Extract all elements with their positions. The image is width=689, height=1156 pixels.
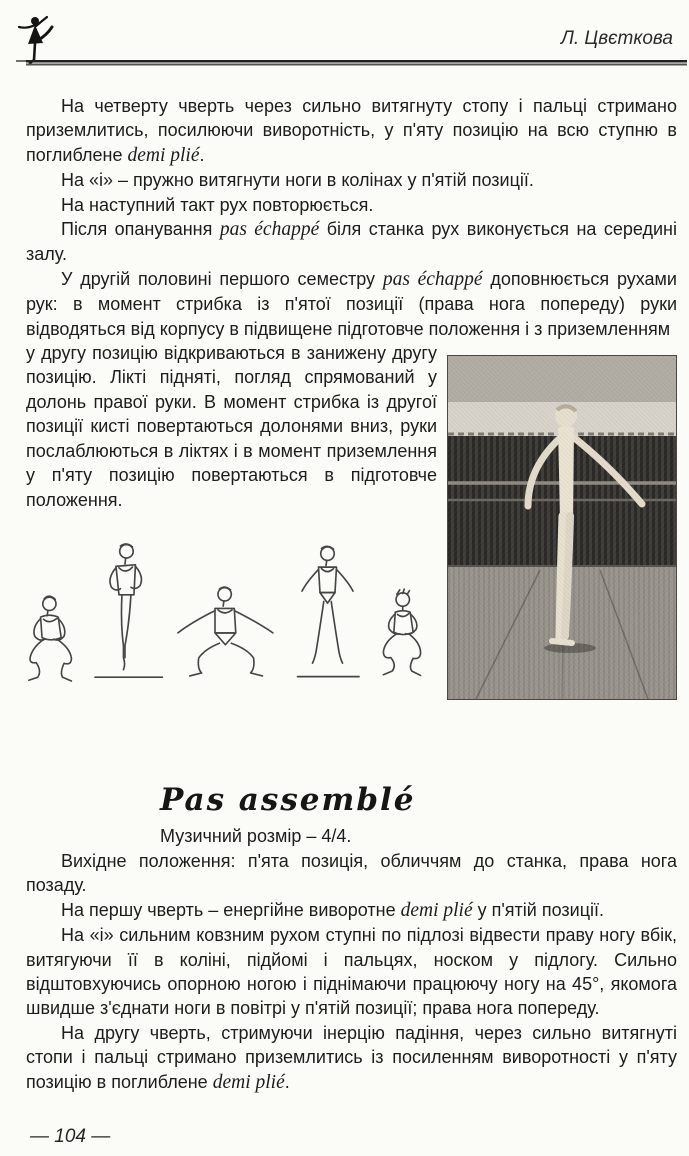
ballet-photo [447, 355, 677, 700]
text-run: біля станка рух виконується на середині залу. [26, 219, 677, 265]
author-name: Л. Цвєткова [560, 28, 673, 49]
text-run: у п'ятій позиції. [472, 899, 605, 920]
term-pas-echappe: pas échappé [382, 268, 483, 290]
paragraph-9 [26, 1021, 677, 1095]
section-title: Pas assemblé [160, 782, 416, 819]
paragraph-5-wrapped: у другу позицію відкриваються в занижену другу позицію. Лікті підняті, погляд спрямований у долонь правої руки. В момент стрибка із другої позиції кисті повертаються долонями вниз, руки послаблюються в ліктях і в момент приземлення у п'яту позицію повертаються в підготовче положення. [26, 343, 437, 510]
paragraph-8: На «і» сильним ковзним рухом ступні по підлозі відвести праву ногу вбік, витягуючи її в коліні, підйомі і пальцях, носком у підлогу. Сильно відштовхуючись опорною ногою і піднімаючи працюючу ногу на 45°, якомога швидше з'єднати ноги в повітрі у п'ятій позиції; права нога попереду. [26, 925, 677, 1019]
page-header [0, 0, 689, 70]
dancer-silhouette [528, 405, 642, 653]
text-run: У другій половині першого семестру [61, 268, 383, 289]
term-demi-plie: demi plié [400, 899, 473, 921]
exercise-sketches [20, 526, 437, 686]
sketch-figure-jump-fifth [86, 538, 168, 686]
header-rule [26, 60, 687, 66]
paragraph-4 [26, 217, 677, 267]
sketch-figure-plie-crouch-1 [20, 590, 86, 686]
page-number: — 104 — [30, 1126, 111, 1147]
paragraph-7 [26, 898, 677, 923]
term-demi-plie: demi plié [127, 144, 200, 166]
sketch-figure-plie-crouch-2 [370, 586, 433, 686]
text-run: . [284, 1071, 290, 1092]
sketch-figure-jump-stretch [284, 542, 370, 686]
sketch-figure-plie-second [169, 582, 284, 686]
paragraph-3: На наступний такт рух повторюється. [61, 194, 374, 215]
photo-scene [448, 356, 676, 699]
page-body [0, 70, 689, 1095]
text-run: Після опанування [61, 219, 220, 240]
term-pas-echappe: pas échappé [219, 219, 320, 241]
paragraph-6: Вихідне положення: п'ята позиція, обличчям до станка, права нога позаду. [26, 850, 677, 896]
text-run: На четверту чверть через сильно витягнуту стопу і пальці стримано приземлитись, посилюючи виворотність, у п'яту позицію на всю ступню в поглиблене [26, 96, 677, 165]
paragraph-1 [26, 94, 677, 168]
text-run: . [199, 144, 205, 165]
text-run: доповнюється рухами рук: в момент стрибка із п'ятої позиції (права нога попереду) руки відводяться від корпусу в підвищене підготовче положення і з приземленням [26, 268, 677, 339]
paragraph-2: На «і» – пружно витягнути ноги в колінах у п'ятій позиції. [61, 170, 534, 191]
ballerina-icon [14, 14, 66, 64]
text-photo-row [26, 341, 677, 700]
text-run: На другу чверть, стримуючи інерцію падіння, через сильно витягнуті стопи і пальці стримано приземлитись із посиленням виворотності у п'яту позицію в поглиблене [26, 1022, 677, 1092]
text-run: На першу чверть – енергійне виворотне [61, 899, 401, 920]
music-meter-line: Музичний розмір – 4/4. [160, 826, 352, 847]
left-column [26, 341, 437, 686]
paragraph-5-full-width [26, 267, 677, 341]
term-demi-plie: demi plié [212, 1071, 285, 1093]
